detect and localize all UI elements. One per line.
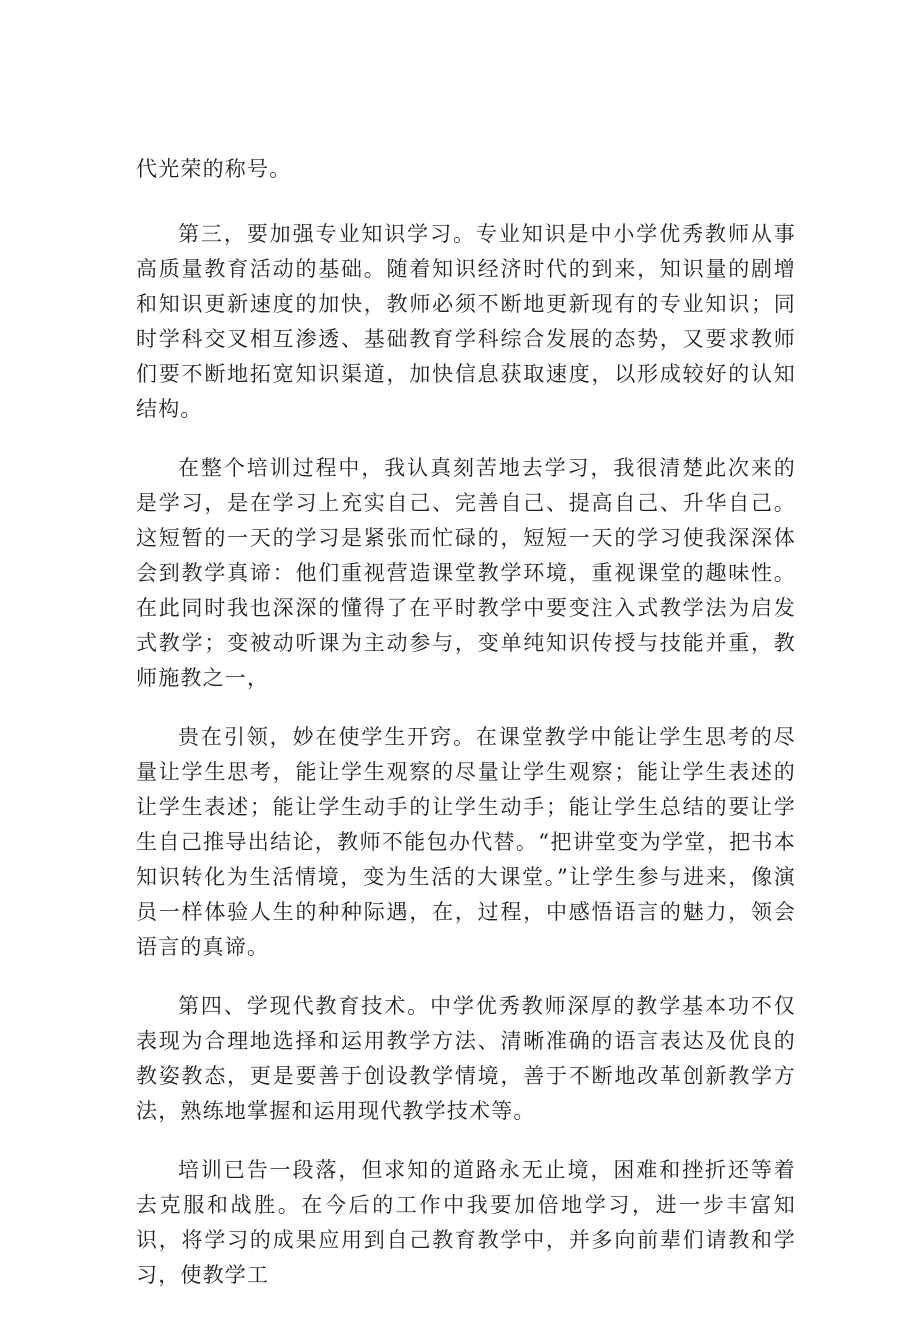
paragraph-guidance: 贵在引领，妙在使学生开窍。在课堂教学中能让学生思考的尽量让学生思考，能让学生观察的尽量让学生观察；能让学生表述的让学生表述；能让学生动手的让学生动手；能让学生总结的要让学生自己推导出结论，教师不能包办代替。“把讲堂变为学堂，把书本知识转化为生活情境，变为生活的大课堂。”让学生参与进来，像演员一样体验人生的种种际遇，在，过程，中感悟语言的魅力，领会语言的真谛。 (136, 725, 796, 959)
paragraph-continuation: 代光荣的称号。 (136, 157, 292, 181)
paragraph-professional-knowledge: 第三，要加强专业知识学习。专业知识是中小学优秀教师从事高质量教育活动的基础。随着知识经济时代的到来，知识量的剧增和知识更新速度的加快，教师必须不断地更新现有的专业知识；同时学科交叉相互渗透、基础教育学科综合发展的态势，又要求教师们要不断地拓宽知识渠道，加快信息获取速度，以形成较好的认知结构。 (136, 222, 796, 421)
paragraph-training-process: 在整个培训过程中，我认真刻苦地去学习，我很清楚此次来的是学习，是在学习上充实自己、完善自己、提高自己、升华自己。这短暂的一天的学习是紧张而忙碌的，短短一天的学习使我深深体会到教学真谛：他们重视营造课堂教学环境，重视课堂的趣味性。在此同时我也深深的懂得了在平时教学中要变注入式教学法为启发式教学；变被动听课为主动参与，变单纯知识传授与技能并重，教师施教之一， (136, 456, 796, 690)
paragraph-modern-technology: 第四、学现代教育技术。中学优秀教师深厚的教学基本功不仅表现为合理地选择和运用教学方法、清晰准确的语言表达及优良的教姿教态，更是要善于创设教学情境，善于不断地改革创新教学方法，熟练地掌握和运用现代教学技术等。 (136, 994, 796, 1123)
document-page (136, 152, 796, 1317)
paragraph-conclusion: 培训已告一段落，但求知的道路永无止境，困难和挫折还等着去克服和战胜。在今后的工作中我要加倍地学习，进一步丰富知识，将学习的成果应用到自己教育教学中，并多向前辈们请教和学习，使教学工 (136, 1158, 796, 1287)
